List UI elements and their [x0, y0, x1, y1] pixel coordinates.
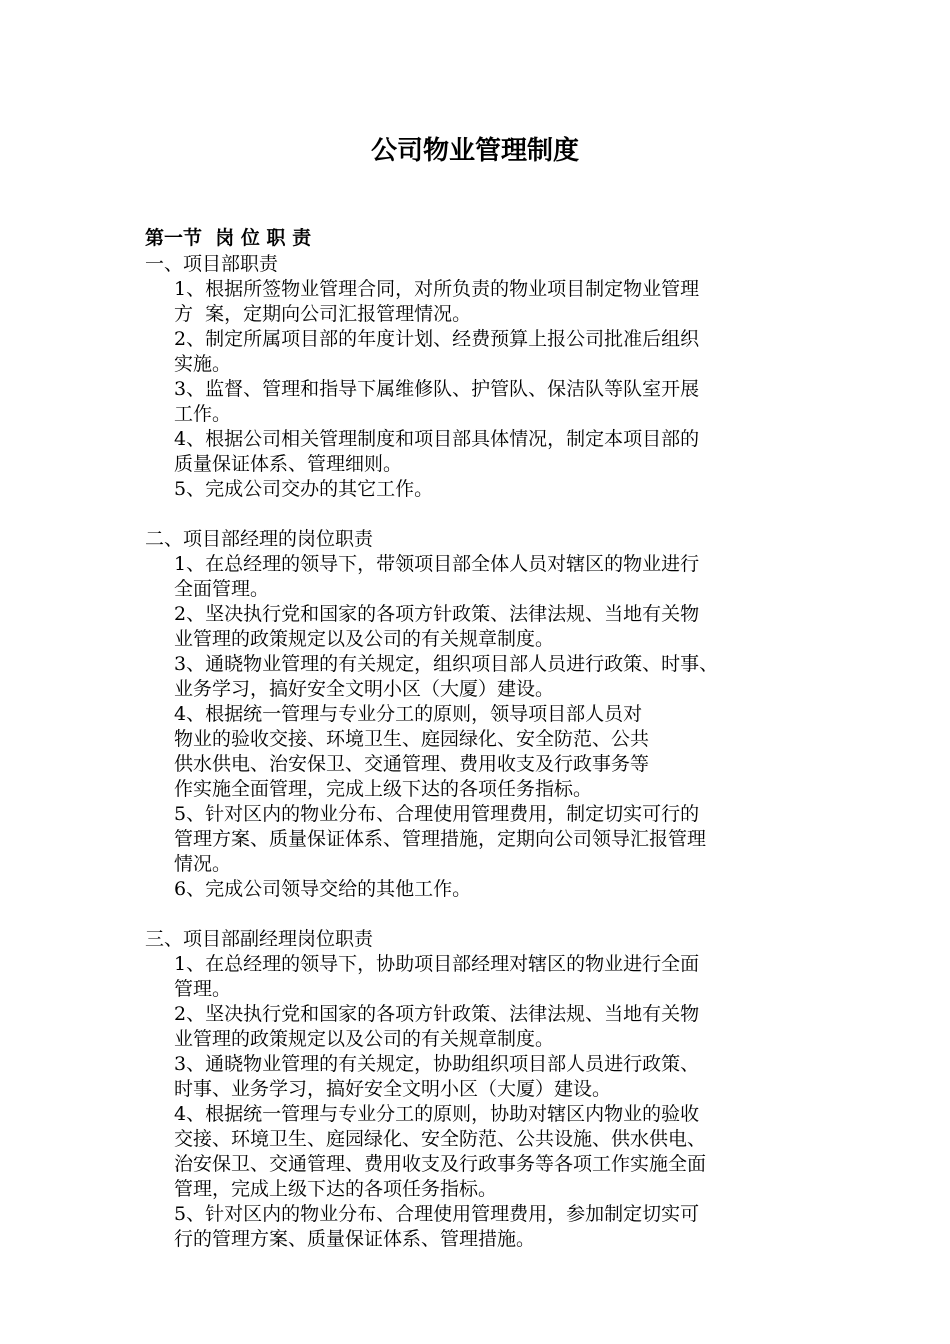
duty-item-line: 2、制定所属项目部的年度计划、经费预算上报公司批准后组织: [174, 328, 700, 350]
duty-item: [174, 327, 819, 377]
duty-item-line: 管理，完成上级下达的各项任务指标。: [174, 1178, 498, 1200]
duty-item-line: 业管理的政策规定以及公司的有关规章制度。: [174, 628, 555, 650]
duty-item: [174, 552, 819, 602]
duty-item: [174, 652, 819, 702]
duty-item-line: 治安保卫、交通管理、费用收支及行政事务等各项工作实施全面: [174, 1153, 707, 1175]
duty-item-line: 2、坚决执行党和国家的各项方针政策、法律法规、当地有关物: [174, 1003, 700, 1025]
duty-item: [174, 702, 819, 802]
duty-item: [174, 802, 819, 877]
section-title: 第一节 岗 位 职 责: [145, 227, 312, 249]
duty-item: [174, 477, 819, 502]
duty-groups: [145, 252, 845, 1252]
duty-item-line: 质量保证体系、管理细则。: [174, 453, 403, 475]
duty-item-line: 3、通晓物业管理的有关规定，组织项目部人员进行政策、时事、: [174, 653, 719, 675]
duty-item: [174, 602, 819, 652]
group-heading: 一、项目部职责: [145, 253, 279, 275]
duty-item-line: 1、在总经理的领导下，带领项目部全体人员对辖区的物业进行: [174, 553, 700, 575]
duty-item-line: 时事、业务学习，搞好安全文明小区（大厦）建设。: [174, 1078, 612, 1100]
duty-item-line: 管理。: [174, 978, 232, 1000]
duty-item-line: 5、针对区内的物业分布、合理使用管理费用，参加制定切实可: [174, 1203, 700, 1225]
duty-item-line: 行的管理方案、质量保证体系、管理措施。: [174, 1228, 536, 1250]
duty-item-line: 5、完成公司交办的其它工作。: [174, 478, 434, 500]
group-heading: 三、项目部副经理岗位职责: [145, 928, 374, 950]
duty-item: [174, 427, 819, 477]
duty-item: [174, 277, 819, 327]
duty-item: [174, 1202, 819, 1252]
duty-item-line: 3、监督、管理和指导下属维修队、护管队、保洁队等队室开展: [174, 378, 700, 400]
duty-group: [145, 527, 845, 902]
duty-item-line: 物业的验收交接、环境卫生、庭园绿化、安全防范、公共: [174, 728, 650, 750]
duty-item-line: 情况。: [174, 853, 232, 875]
duty-item-line: 5、针对区内的物业分布、合理使用管理费用，制定切实可行的: [174, 803, 700, 825]
duty-item-line: 全面管理。: [174, 578, 270, 600]
duty-item-line: 1、在总经理的领导下，协助项目部经理对辖区的物业进行全面: [174, 953, 700, 975]
duty-item-line: 4、根据统一管理与专业分工的原则，协助对辖区内物业的验收: [174, 1103, 700, 1125]
duty-group: [145, 927, 845, 1252]
group-spacer: [145, 502, 845, 527]
document-title: 公司物业管理制度: [370, 136, 579, 166]
duty-item-line: 4、根据统一管理与专业分工的原则，领导项目部人员对: [174, 703, 643, 725]
duty-item: [174, 1102, 819, 1202]
duty-item-line: 交接、环境卫生、庭园绿化、安全防范、公共设施、供水供电、: [174, 1128, 707, 1150]
document-body: [145, 225, 845, 1252]
duty-item: [174, 377, 819, 427]
duty-item-line: 3、通晓物业管理的有关规定，协助组织项目部人员进行政策、: [174, 1053, 700, 1075]
duty-item-line: 工作。: [174, 403, 232, 425]
duty-item-line: 供水供电、治安保卫、交通管理、费用收支及行政事务等: [174, 753, 650, 775]
duty-item-line: 4、根据公司相关管理制度和项目部具体情况，制定本项目部的: [174, 428, 700, 450]
duty-item-line: 管理方案、质量保证体系、管理措施，定期向公司领导汇报管理: [174, 828, 707, 850]
duty-item-line: 方 案，定期向公司汇报管理情况。: [174, 303, 472, 325]
duty-item-line: 2、坚决执行党和国家的各项方针政策、法律法规、当地有关物: [174, 603, 700, 625]
duty-item: [174, 1052, 819, 1102]
duty-item-line: 作实施全面管理，完成上级下达的各项任务指标。: [174, 778, 593, 800]
duty-group: [145, 252, 845, 502]
group-spacer: [145, 902, 845, 927]
duty-item: [174, 877, 819, 902]
duty-item-line: 1、根据所签物业管理合同，对所负责的物业项目制定物业管理: [174, 278, 700, 300]
group-heading: 二、项目部经理的岗位职责: [145, 528, 374, 550]
duty-item-line: 实施。: [174, 353, 232, 375]
duty-item-line: 6、完成公司领导交给的其他工作。: [174, 878, 472, 900]
duty-item: [174, 1002, 819, 1052]
duty-item-line: 业务学习，搞好安全文明小区（大厦）建设。: [174, 678, 555, 700]
duty-item: [174, 952, 819, 1002]
duty-item-line: 业管理的政策规定以及公司的有关规章制度。: [174, 1028, 555, 1050]
